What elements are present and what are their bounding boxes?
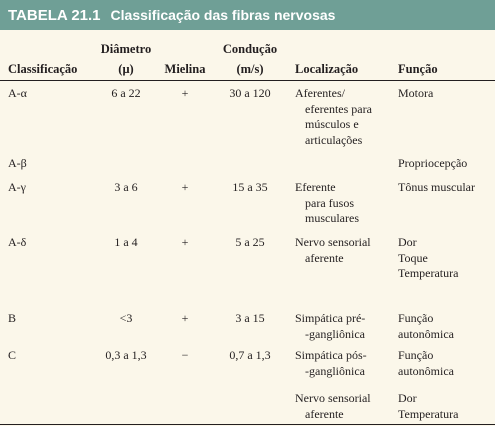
cell-funcao [398, 86, 433, 102]
localizacao-line: aferente [305, 250, 344, 265]
header-conducao-line1: Condução [222, 42, 278, 56]
funcao-line: Motora [398, 86, 434, 100]
cell-classificacao: A-γ [8, 180, 26, 194]
header-funcao: Função [398, 62, 438, 76]
header-localizacao: Localização [295, 62, 359, 76]
cell-diametro: 1 a 4 [114, 235, 138, 249]
localizacao-line: Nervo sensorial [295, 235, 371, 249]
localizacao-line: -gangliônica [305, 363, 365, 378]
cell-mielina: + [181, 86, 189, 100]
localizacao-line: -gangliônica [305, 326, 365, 341]
header-diametro-line1: Diâmetro [100, 42, 152, 56]
cell-funcao [398, 156, 467, 172]
cell-classificacao: B [8, 311, 17, 325]
table-title: Classificação das fibras nervosas [110, 7, 336, 23]
header-conducao-line2: (m/s) [236, 62, 264, 76]
cell-funcao [398, 180, 475, 196]
funcao-line: Propriocepção [398, 156, 468, 170]
localizacao-line: músculos e [305, 117, 359, 131]
funcao-line: Função [398, 311, 434, 325]
funcao-line: Temperatura [398, 406, 459, 421]
header-rule [0, 80, 495, 81]
header-diametro-line2: (μ) [118, 62, 134, 76]
cell-localizacao [295, 180, 359, 227]
localizacao-line: articulações [305, 132, 363, 147]
cell-conducao: 5 a 25 [235, 235, 265, 249]
localizacao-line: Nervo sensorial [295, 391, 371, 405]
cell-classificacao: A-δ [8, 235, 27, 249]
cell-funcao [398, 235, 458, 282]
cell-conducao: 0,7 a 1,3 [229, 348, 271, 362]
cell-funcao [398, 311, 454, 342]
funcao-line: Tônus muscular [398, 180, 475, 194]
header-mielina: Mielina [164, 62, 206, 76]
localizacao-line: para fusos [305, 195, 354, 210]
cell-classificacao: A-β [8, 156, 27, 170]
cell-diametro: 0,3 a 1,3 [105, 348, 147, 362]
cell-conducao: 3 a 15 [235, 311, 265, 325]
localizacao-line: eferentes para [305, 101, 372, 116]
cell-diametro: <3 [119, 311, 133, 325]
localizacao-line: aferente [305, 406, 344, 421]
cell-funcao [398, 391, 458, 422]
cell-localizacao [295, 86, 372, 148]
cell-diametro: 6 a 22 [111, 86, 141, 100]
cell-mielina: + [181, 311, 189, 325]
funcao-line: Dor [398, 391, 417, 405]
funcao-line: Toque [398, 250, 428, 265]
localizacao-line: musculares [305, 211, 359, 225]
table-number: TABELA 21.1 [8, 6, 101, 24]
cell-classificacao: C [8, 348, 17, 362]
cell-conducao: 15 a 35 [232, 180, 268, 194]
funcao-line: Dor [398, 235, 417, 249]
cell-mielina: − [181, 348, 189, 362]
cell-localizacao [295, 235, 371, 266]
table-title-bar [0, 0, 495, 30]
cell-conducao: 30 a 120 [229, 86, 271, 100]
funcao-line: Função [398, 348, 434, 362]
cell-mielina: + [181, 180, 189, 194]
cell-localizacao [295, 311, 365, 342]
localizacao-line: Eferente [295, 180, 336, 194]
bottom-rule [0, 424, 495, 425]
cell-classificacao: A-α [8, 86, 27, 100]
funcao-line: autonômica [398, 326, 454, 341]
cell-localizacao [295, 391, 371, 422]
header-classificacao: Classificação [8, 62, 78, 76]
funcao-line: autonômica [398, 363, 454, 378]
cell-localizacao [295, 348, 367, 379]
cell-funcao [398, 348, 454, 379]
funcao-line: Temperatura [398, 266, 459, 280]
localizacao-line: Simpática pré- [295, 311, 366, 325]
cell-diametro: 3 a 6 [114, 180, 138, 194]
localizacao-line: Simpática pós- [295, 348, 367, 362]
cell-mielina: + [181, 235, 189, 249]
localizacao-line: Aferentes/ [295, 86, 345, 100]
